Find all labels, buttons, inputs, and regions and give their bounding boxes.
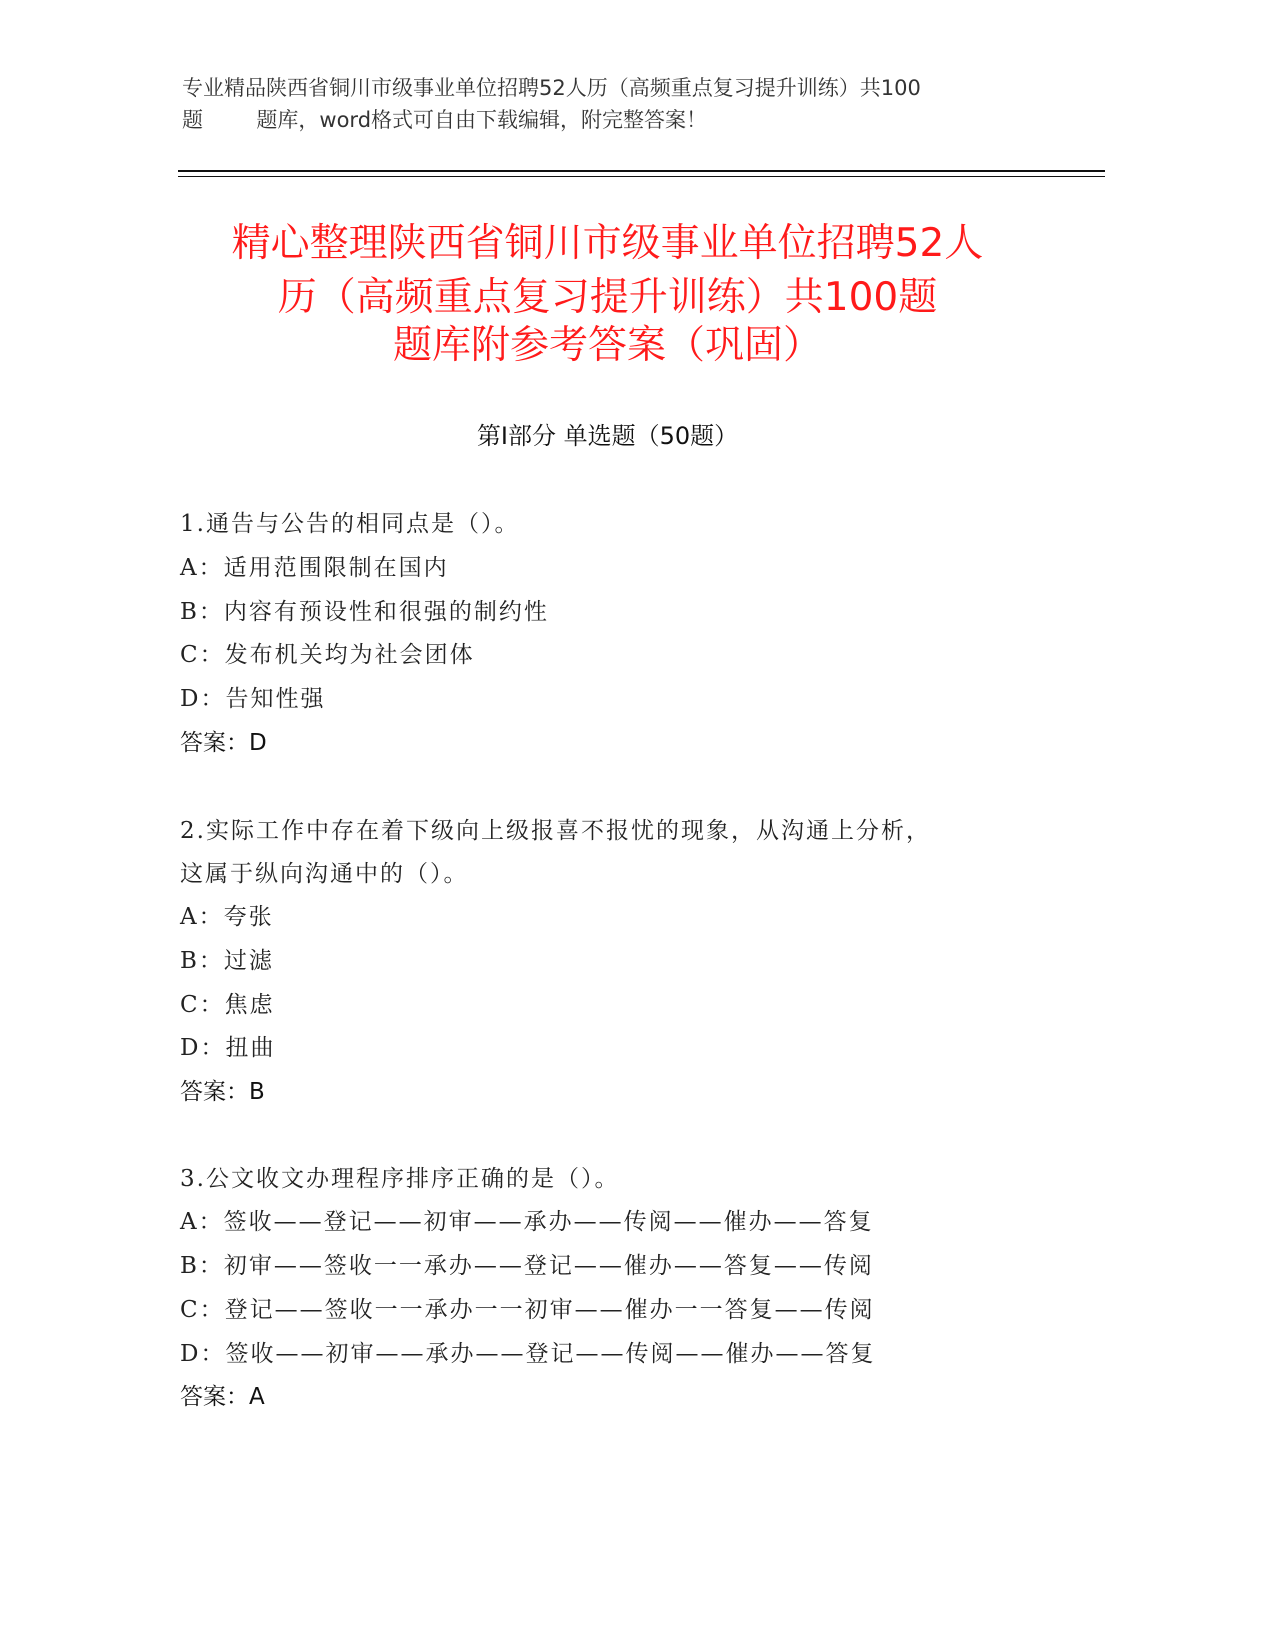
question-1-stem: 1.通告与公告的相同点是（）。	[180, 511, 520, 537]
header-rule-thin	[178, 176, 1105, 177]
question-2-option-b: B：过滤	[180, 948, 274, 974]
document-title-line-2: 历（高频重点复习提升训练）共100题	[277, 275, 938, 320]
question-2-option-c: C：焦虑	[180, 992, 275, 1018]
question-2-stem-line-1: 2.实际工作中存在着下级向上级报喜不报忧的现象，从沟通上分析，	[180, 818, 931, 844]
question-3-option-a: A：签收——登记——初审——承办——传阅——催办——答复	[180, 1209, 874, 1235]
question-3-stem: 3.公文收文办理程序排序正确的是（）。	[180, 1166, 620, 1192]
document-title-line-3: 题库附参考答案（巩固）	[392, 323, 822, 368]
question-1-option-a: A：适用范围限制在国内	[180, 555, 449, 581]
document-title-line-1: 精心整理陕西省铜川市级事业单位招聘52人	[231, 221, 984, 266]
question-2-stem-line-2: 这属于纵向沟通中的（）。	[180, 861, 469, 887]
question-1-answer: 答案：D	[180, 730, 267, 756]
question-1-option-d: D：告知性强	[180, 686, 326, 712]
question-3-option-c: C：登记——签收一一承办一一初审——催办一一答复——传阅	[180, 1297, 875, 1323]
question-3-answer: 答案：A	[180, 1384, 265, 1410]
question-2-option-d: D：扭曲	[180, 1035, 276, 1061]
section-title: 第Ⅰ部分 单选题（50题）	[476, 422, 739, 450]
question-1-option-b: B：内容有预设性和很强的制约性	[180, 599, 549, 625]
header-line-1: 专业精品陕西省铜川市级事业单位招聘52人历（高频重点复习提升训练）共100	[182, 76, 921, 100]
header-line-2: 题 题库，word格式可自由下载编辑，附完整答案！	[182, 108, 708, 132]
header-rule-thick	[178, 170, 1105, 172]
question-2-answer: 答案：B	[180, 1079, 265, 1105]
question-3-option-d: D：签收——初审——承办——登记——传阅——催办——答复	[180, 1341, 876, 1367]
question-2-option-a: A：夸张	[180, 904, 274, 930]
question-1-option-c: C：发布机关均为社会团体	[180, 642, 475, 668]
question-3-option-b: B：初审——签收一一承办——登记——催办——答复——传阅	[180, 1253, 874, 1279]
